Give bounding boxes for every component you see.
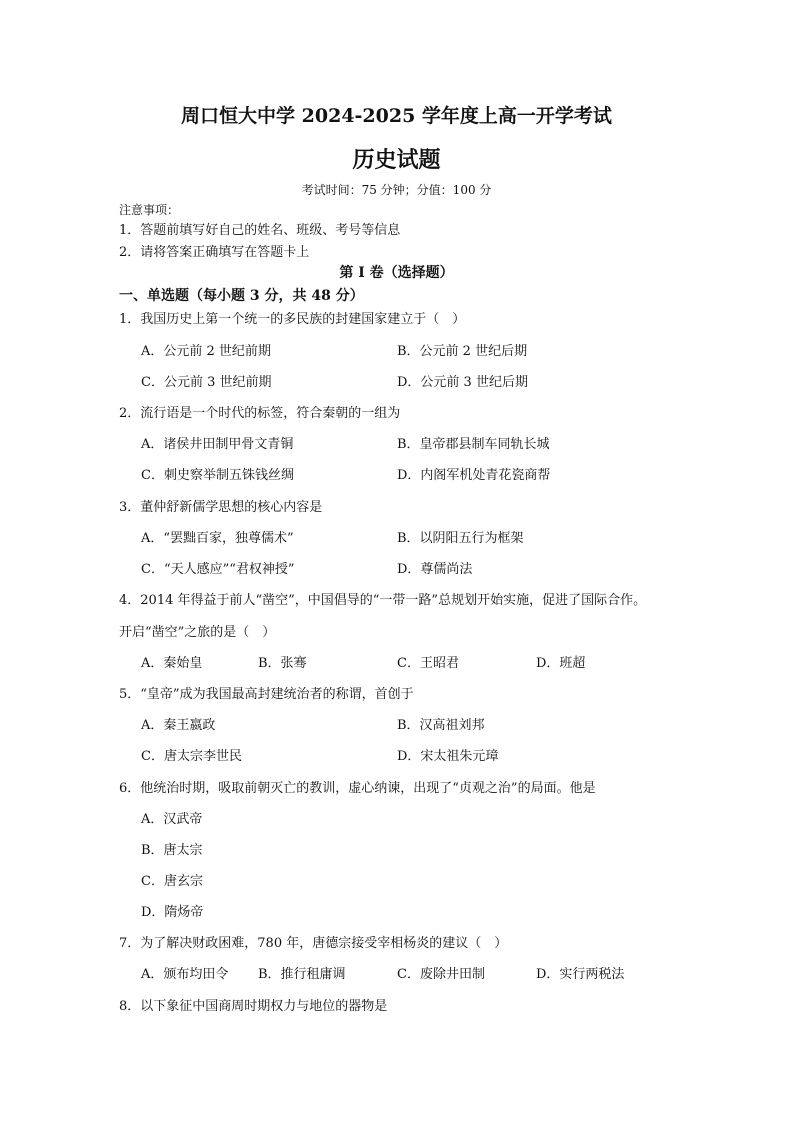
option-d: D．尊儒尚法 (397, 562, 473, 577)
option-d: D．宋太祖朱元璋 (397, 749, 499, 764)
option-b: B．唐太宗 (141, 843, 203, 858)
option-a: A．颁布均田令 (141, 967, 229, 982)
option-d: D．内阁军机处青花瓷商帮 (397, 468, 551, 483)
option-c: C．王昭君 (397, 656, 459, 671)
question-stem: 1．我国历史上第一个统一的多民族的封建国家建立于（ ） (119, 312, 466, 327)
exam-title: 周口恒大中学 2024-2025 学年度上高一开学考试 (181, 105, 612, 127)
option-c: C．刺史察举制五铢钱丝绸 (141, 468, 294, 483)
question-stem-continued: 开启“凿空”之旅的是（ ） (119, 625, 276, 640)
option-a: A．汉武帝 (141, 812, 203, 827)
option-c: C．唐太宗李世民 (141, 749, 242, 764)
option-b: B．汉高祖刘邦 (397, 718, 485, 733)
option-a: A．诸侯井田制甲骨文青铜 (141, 437, 294, 452)
option-d: D．实行两税法 (536, 967, 625, 982)
option-b: B．以阴阳五行为框架 (397, 531, 524, 546)
notes-heading: 注意事项： (119, 203, 180, 217)
option-b: B．推行租庸调 (258, 967, 346, 982)
option-a: A．公元前 2 世纪前期 (141, 344, 271, 359)
question-stem: 8．以下象征中国商周时期权力与地位的器物是 (119, 999, 388, 1014)
option-c: C．废除井田制 (397, 967, 485, 982)
exam-info: 考试时间：75 分钟；分值：100 分 (301, 183, 492, 197)
exam-subtitle: 历史试题 (352, 147, 441, 173)
option-d: D．班超 (536, 656, 586, 671)
note-item: 2．请将答案正确填写在答题卡上 (119, 245, 310, 260)
option-d: D．公元前 3 世纪后期 (397, 375, 528, 390)
option-c: C．公元前 3 世纪前期 (141, 375, 272, 390)
option-d: D．隋炀帝 (141, 905, 204, 920)
question-stem: 2．流行语是一个时代的标签，符合秦朝的一组为 (119, 406, 401, 421)
option-a: A．秦王嬴政 (141, 718, 216, 733)
question-stem: 7．为了解决财政困难，780 年，唐德宗接受宰相杨炎的建议（ ） (119, 936, 508, 951)
option-b: B．皇帝郡县制车同轨长城 (397, 437, 550, 452)
section-heading: 一、单选题（每小题 3 分，共 48 分） (119, 288, 364, 304)
volume-title: 第 I 卷（选择题） (339, 265, 454, 281)
option-b: B．公元前 2 世纪后期 (397, 344, 528, 359)
question-stem: 3．董仲舒新儒学思想的核心内容是 (119, 500, 323, 515)
question-stem: 4．2014 年得益于前人“凿空”，中国倡导的“一带一路”总规划开始实施，促进了国际合作。 (119, 593, 647, 608)
option-b: B．张骞 (258, 656, 307, 671)
note-item: 1．答题前填写好自己的姓名、班级、考号等信息 (119, 223, 401, 238)
question-stem: 5．“皇帝”成为我国最高封建统治者的称谓，首创于 (119, 687, 414, 702)
option-a: A．秦始皇 (141, 656, 203, 671)
option-a: A．“罢黜百家，独尊儒术” (141, 531, 294, 546)
option-c: C．唐玄宗 (141, 874, 203, 889)
option-c: C．“天人感应”“君权神授” (141, 562, 295, 577)
question-stem: 6．他统治时期，吸取前朝灭亡的教训，虚心纳谏，出现了“贞观之治”的局面。他是 (119, 781, 596, 796)
